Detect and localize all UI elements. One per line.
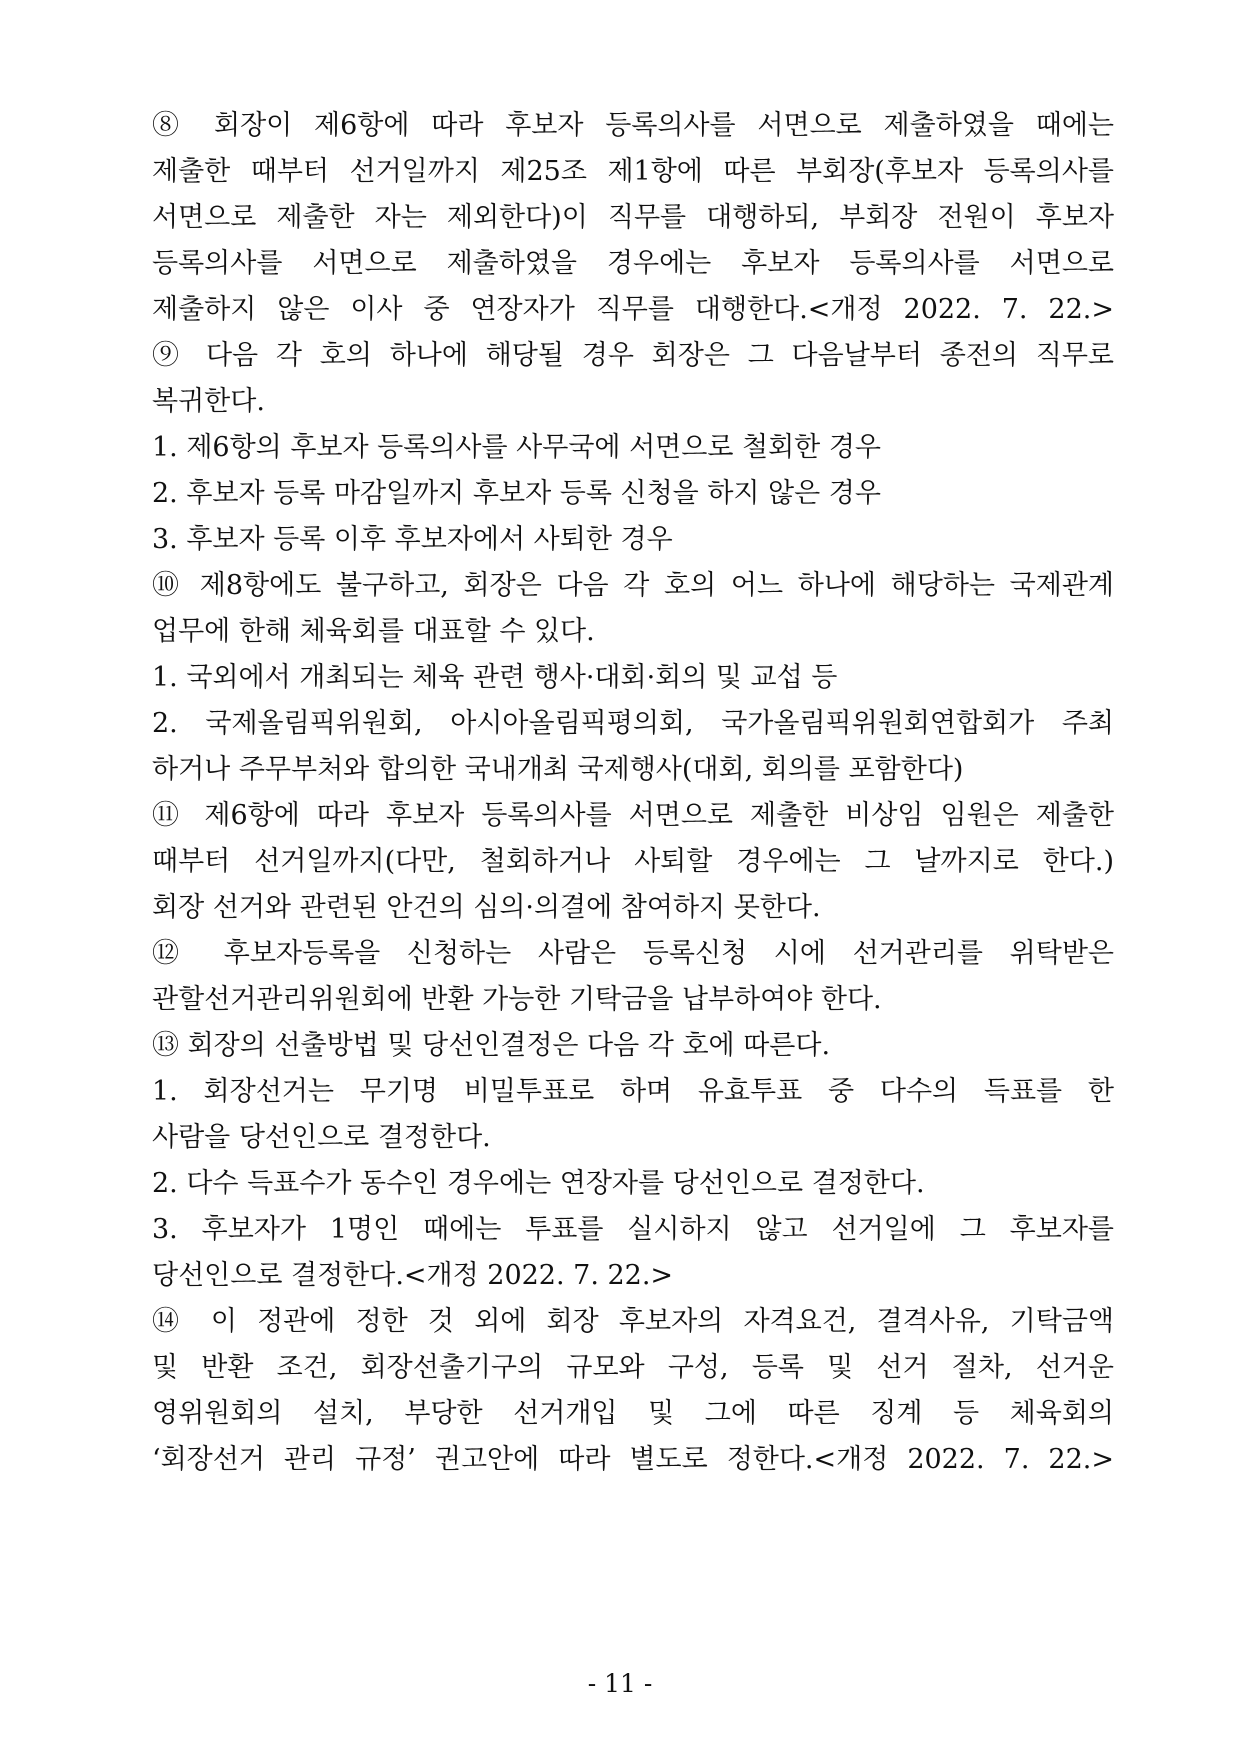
list-item: 1. 국외에서 개최되는 체육 관련 행사·대회·회의 및 교섭 등	[152, 662, 838, 693]
text-line: 복귀한다.	[152, 386, 265, 417]
text-line: 하거나 주무부처와 합의한 국내개최 국제행사(대회, 회의를 포함한다)	[152, 754, 964, 785]
list-item: 2. 다수 득표수가 동수인 경우에는 연장자를 당선인으로 결정한다.	[152, 1168, 925, 1199]
text-line: 당선인으로 결정한다.<개정 2022. 7. 22.>	[152, 1260, 674, 1291]
text-line: ⑬ 회장의 선출방법 및 당선인결정은 다음 각 호에 따른다.	[152, 1030, 831, 1061]
text-line: 때부터 선거일까지(다만, 철회하거나 사퇴할 경우에는 그 날까지로 한다.)	[152, 846, 1114, 877]
text-line: ⑫ 후보자등록을 신청하는 사람은 등록신청 시에 선거관리를 위탁받은	[152, 938, 1114, 969]
text-line: 제출한 때부터 선거일까지 제25조 제1항에 따른 부회장(후보자 등록의사를	[152, 156, 1114, 187]
text-line: 및 반환 조건, 회장선출기구의 규모와 구성, 등록 및 선거 절차, 선거운	[152, 1352, 1114, 1383]
text-line: 사람을 당선인으로 결정한다.	[152, 1122, 491, 1153]
text-line: ⑨ 다음 각 호의 하나에 해당될 경우 회장은 그 다음날부터 종전의 직무로	[152, 340, 1114, 371]
list-item: 3. 후보자 등록 이후 후보자에서 사퇴한 경우	[152, 524, 673, 555]
text-line: ⑭ 이 정관에 정한 것 외에 회장 후보자의 자격요건, 결격사유, 기탁금액	[152, 1306, 1114, 1337]
list-item: 1. 회장선거는 무기명 비밀투표로 하며 유효투표 중 다수의 득표를 한	[152, 1076, 1114, 1107]
text-line: 업무에 한해 체육회를 대표할 수 있다.	[152, 616, 595, 647]
text-line: 회장 선거와 관련된 안건의 심의·의결에 참여하지 못한다.	[152, 892, 821, 923]
text-line: 서면으로 제출한 자는 제외한다)이 직무를 대행하되, 부회장 전원이 후보자	[152, 202, 1114, 233]
list-item: 2. 후보자 등록 마감일까지 후보자 등록 신청을 하지 않은 경우	[152, 478, 881, 509]
list-item: 3. 후보자가 1명인 때에는 투표를 실시하지 않고 선거일에 그 후보자를	[152, 1214, 1114, 1245]
text-line: ⑧ 회장이 제6항에 따라 후보자 등록의사를 서면으로 제출하였을 때에는	[152, 110, 1114, 141]
text-line: 등록의사를 서면으로 제출하였을 경우에는 후보자 등록의사를 서면으로	[152, 248, 1114, 279]
page-number: - 11 -	[587, 1669, 653, 1698]
text-line: ⑩ 제8항에도 불구하고, 회장은 다음 각 호의 어느 하나에 해당하는 국제관계	[152, 570, 1114, 601]
text-line: 제출하지 않은 이사 중 연장자가 직무를 대행한다.<개정 2022. 7. 22.>	[152, 294, 1114, 325]
list-item: 2. 국제올림픽위원회, 아시아올림픽평의회, 국가올림픽위원회연합회가 주최	[152, 708, 1114, 739]
text-line: 영위원회의 설치, 부당한 선거개입 및 그에 따른 징계 등 체육회의	[152, 1398, 1114, 1429]
text-line: 관할선거관리위원회에 반환 가능한 기탁금을 납부하여야 한다.	[152, 984, 882, 1015]
text-line: ‘회장선거 관리 규정’ 권고안에 따라 별도로 정한다.<개정 2022. 7. 22.>	[152, 1444, 1114, 1475]
text-line: ⑪ 제6항에 따라 후보자 등록의사를 서면으로 제출한 비상임 임원은 제출한	[152, 800, 1114, 831]
list-item: 1. 제6항의 후보자 등록의사를 사무국에 서면으로 철회한 경우	[152, 432, 881, 463]
